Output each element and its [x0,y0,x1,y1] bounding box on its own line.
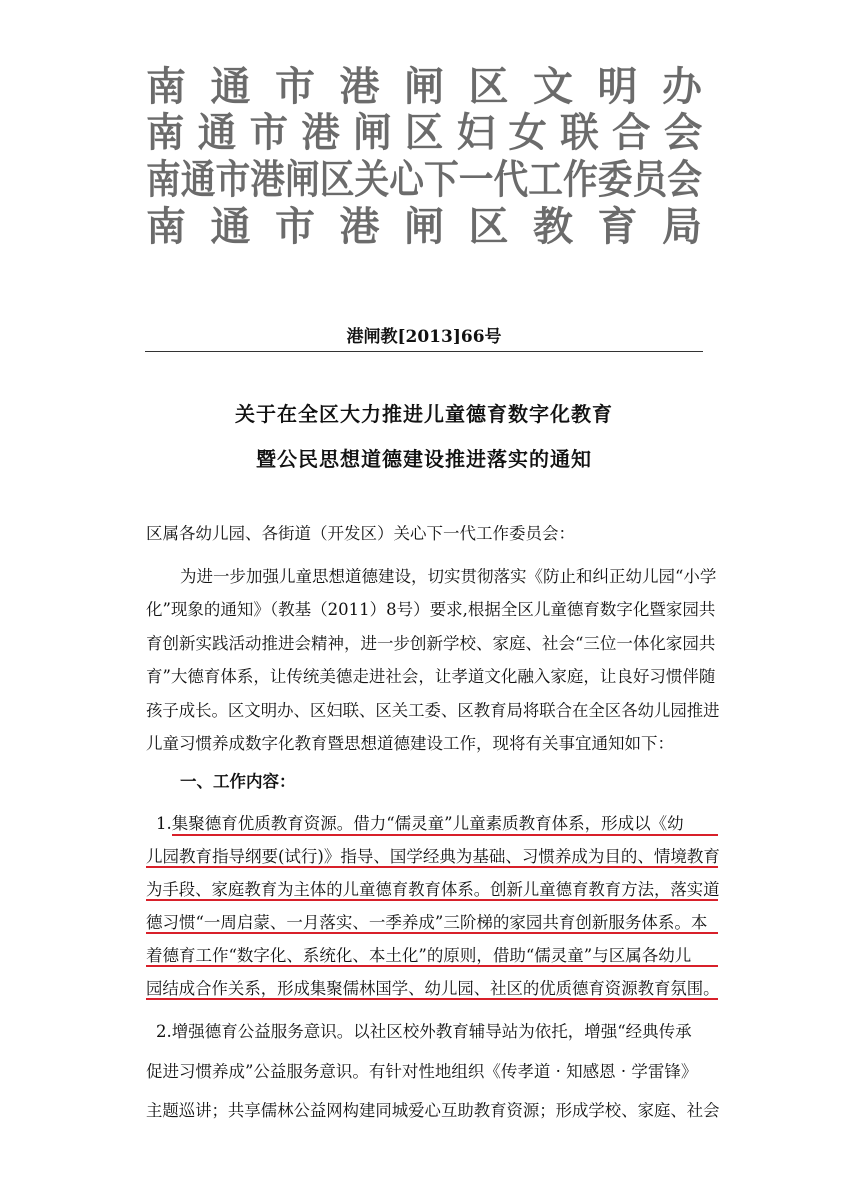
red-underline-3 [146,899,718,901]
title-line-1: 关于在全区大力推进儿童德育数字化教育 [235,402,613,426]
intro-line-3: 育创新实践活动推进会精神，进一步创新学校、家庭、社会“三位一体化家园共 [146,634,716,653]
header-org-4: 南 通 市 港 闸 区 教 育 局 [146,203,702,250]
intro-line-1: 为进一步加强儿童思想道德建设，切实贯彻落实《防止和纠正幼儿园“小学 [180,567,717,586]
item2-line-2: 促进习惯养成”公益服务意识。有针对性地组织《传孝道 · 知感恩 · 学雷锋》 [146,1062,698,1081]
red-underline-1 [172,834,718,836]
item1-line-6: 园结成合作关系，形成集聚儒林国学、幼儿园、社区的优质德育资源教育氛围。 [146,979,720,998]
addressee: 区属各幼儿园、各街道（开发区）关心下一代工作委员会： [146,524,575,543]
red-underline-5 [146,965,718,967]
intro-line-5: 孩子成长。区文明办、区妇联、区关工委、区教育局将联合在全区各幼儿园推进 [146,701,720,720]
item1-line-5: 着德育工作“数字化、系统化、本土化”的原则，借助“儒灵童”与区属各幼儿 [146,946,692,965]
intro-line-6: 儿童习惯养成数字化教育暨思想道德建设工作，现将有关事宜通知如下： [146,734,674,753]
red-underline-2 [146,866,718,868]
item2-line-1: 2.增强德育公益服务意识。以社区校外教育辅导站为依托，增强“经典传承 [156,1022,692,1041]
header-org-3: 南通市港闸区关心下一代工作委员会 [146,156,702,203]
red-underline-4 [146,932,718,934]
document-number: 港闸教[2013]66号 [346,327,502,347]
header-org-2: 南 通 市 港 闸 区 妇 女 联 合 会 [146,109,703,156]
header-org-1: 南 通 市 港 闸 区 文 明 办 [146,63,702,110]
item2-line-3: 主题巡讲；共享儒林公益网构建同城爱心互助教育资源；形成学校、家庭、社会 [146,1101,720,1120]
item1-line-1: 1.集聚德育优质教育资源。借力“儒灵童”儿童素质教育体系，形成以《幼 [156,814,684,833]
title-line-2: 暨公民思想道德建设推进落实的通知 [256,447,592,471]
item1-line-2: 儿园教育指导纲要(试行)》指导、国学经典为基础、习惯养成为目的、情境教育 [146,847,720,866]
red-underline-6 [146,998,718,1000]
item1-line-4: 德习惯“一周启蒙、一月落实、一季养成”三阶梯的家园共育创新服务体系。本 [146,913,708,932]
intro-line-4: 育”大德育体系，让传统美德走进社会，让孝道文化融入家庭，让良好习惯伴随 [146,667,716,686]
header-divider [145,351,703,352]
item1-line-3: 为手段、家庭教育为主体的儿童德育教育体系。创新儿童德育教育方法，落实道 [146,880,720,899]
section-1-heading: 一、工作内容： [180,772,296,791]
intro-line-2: 化”现象的通知》（教基（2011）8号）要求,根据全区儿童德育数字化暨家园共 [146,600,716,619]
